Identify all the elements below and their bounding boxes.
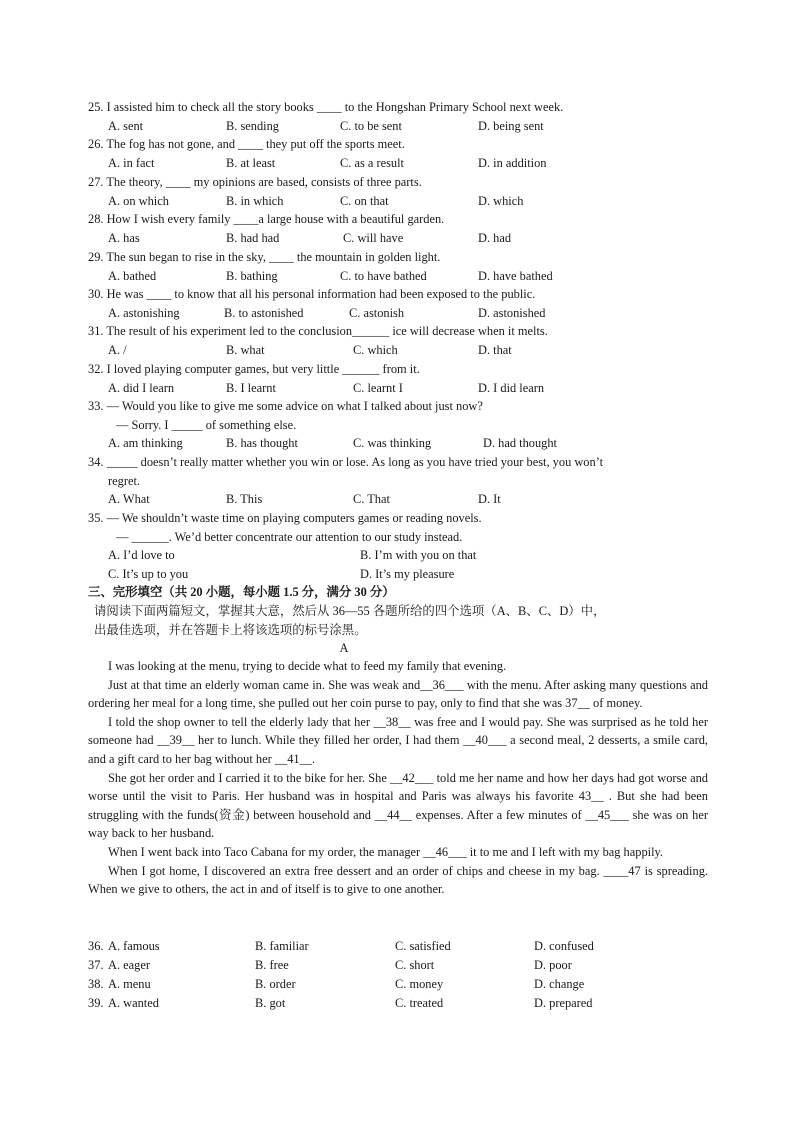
cloze-option: D. confused: [534, 939, 594, 953]
answer-option: C. on that: [340, 194, 389, 208]
passage-paragraph: Just at that time an elderly woman came in. She was weak and__36___ with the menu. After asking many questions and ordering her meal for a long time, she pulled out her coin purse to pay, only to find that she was 37__ of money.: [88, 677, 708, 711]
question-stem: 30. He was ____ to know that all his personal information had been exposed to the public.: [88, 287, 536, 301]
question-stem: 28. How I wish every family ____a large house with a beautiful garden.: [88, 212, 445, 226]
answer-option: B. sending: [226, 119, 280, 133]
answer-option: D. I did learn: [478, 381, 545, 395]
answer-option: A. in fact: [108, 156, 155, 170]
answer-option: C. as a result: [340, 156, 405, 170]
cloze-option: C. short: [395, 958, 435, 972]
answer-option: B. I learnt: [226, 381, 276, 395]
answer-option: D. which: [478, 194, 524, 208]
answer-option: A. I’d love to: [108, 548, 175, 562]
section-heading: 三、完形填空（共 20 小题，每小题 1.5 分，满分 30 分）: [88, 585, 395, 599]
answer-option: C. to be sent: [340, 119, 402, 133]
answer-option: D. had thought: [483, 436, 557, 450]
answer-option: A. What: [108, 492, 150, 506]
cloze-option: D. poor: [534, 958, 572, 972]
question-stem: 34. _____ doesn’t really matter whether you win or lose. As long as you have tried your best, you won’t: [88, 455, 604, 469]
question-stem-cont: regret.: [108, 474, 140, 488]
answer-option: C. was thinking: [353, 436, 432, 450]
cloze-option: D. change: [534, 977, 585, 991]
passage-paragraph: When I went back into Taco Cabana for my order, the manager __46___ it to me and I left with my bag happily.: [108, 844, 664, 859]
passage-paragraph: I told the shop owner to tell the elderly lady that her __38__ was free and I would pay. She was surprised as he told her someone had __39__ her to lunch. While they filled her order, I had them __40___ a second meal, 2 desserts, a smile card, and a gift card to her bag without her __41__.: [88, 714, 708, 766]
answer-option: D. that: [478, 343, 512, 357]
answer-option: B. has thought: [226, 436, 298, 450]
question-stem: 31. The result of his experiment led to the conclusion______ ice will decrease when it melts.: [88, 324, 548, 338]
cloze-number: 38.: [88, 977, 104, 991]
answer-option: D. have bathed: [478, 269, 553, 283]
passage-paragraph: When I got home, I discovered an extra free dessert and an order of chips and cheese in my bag. ____47 is spreading. When we give to others, the act in and of itself is to give to one another.: [88, 863, 708, 897]
question-stem-cont: — Sorry. I _____ of something else.: [116, 418, 297, 432]
answer-option: C. which: [353, 343, 398, 357]
answer-option: A. has: [108, 231, 140, 245]
cloze-number: 39.: [88, 996, 104, 1010]
answer-option: B. had had: [226, 231, 280, 245]
answer-option: D. astonished: [478, 306, 546, 320]
answer-option: B. what: [226, 343, 265, 357]
cloze-option: C. treated: [395, 996, 444, 1010]
cloze-option: B. order: [255, 977, 296, 991]
answer-option: B. I’m with you on that: [360, 548, 477, 562]
answer-option: B. at least: [226, 156, 276, 170]
answer-option: B. This: [226, 492, 263, 506]
answer-option: C. astonish: [349, 306, 405, 320]
answer-option: B. bathing: [226, 269, 278, 283]
instruction-line: 出最佳选项，并在答题卡上将该选项的标号涂黑。: [94, 623, 367, 637]
cloze-option: C. satisfied: [395, 939, 451, 953]
cloze-option: B. got: [255, 996, 286, 1010]
question-stem: 32. I loved playing computer games, but very little ______ from it.: [88, 362, 420, 376]
passage-label: A: [339, 641, 349, 655]
answer-option: C. That: [353, 492, 390, 506]
question-stem: 33. — Would you like to give me some advice on what I talked about just now?: [88, 399, 483, 413]
answer-option: B. to astonished: [224, 306, 304, 320]
answer-option: A. did I learn: [108, 381, 175, 395]
answer-option: D. It’s my pleasure: [360, 567, 455, 581]
answer-option: C. learnt I: [353, 381, 403, 395]
passage-paragraph: She got her order and I carried it to the bike for her. She __42___ told me her name and how her days had got worse and worse until the visit to Paris. Her husband was in hospital and Paris was always his favorite 43__ . But she had been struggling with the funds(资金) between household and __44__ expenses. After a few minutes of __45___ she was on her way back to her husband.: [88, 770, 708, 841]
answer-option: A. bathed: [108, 269, 157, 283]
answer-option: C. to have bathed: [340, 269, 427, 283]
cloze-number: 37.: [88, 958, 104, 972]
question-stem: 27. The theory, ____ my opinions are based, consists of three parts.: [88, 175, 422, 189]
question-stem: 25. I assisted him to check all the story books ____ to the Hongshan Primary School next week.: [88, 100, 564, 114]
cloze-option: A. wanted: [108, 996, 159, 1010]
cloze-option: B. free: [255, 958, 289, 972]
answer-option: C. will have: [343, 231, 404, 245]
answer-option: D. in addition: [478, 156, 547, 170]
cloze-option: C. money: [395, 977, 444, 991]
answer-option: D. had: [478, 231, 512, 245]
answer-option: A. astonishing: [108, 306, 180, 320]
question-stem-cont: — ______. We’d better concentrate our attention to our study instead.: [116, 530, 463, 544]
cloze-option: A. menu: [108, 977, 151, 991]
cloze-number: 36.: [88, 939, 104, 953]
question-stem: 35. — We shouldn’t waste time on playing computers games or reading novels.: [88, 511, 482, 525]
instruction-line: 请阅读下面两篇短文，掌握其大意，然后从 36—55 各题所给的四个选项（A、B、C、D）中，: [94, 604, 606, 618]
cloze-option: A. famous: [108, 939, 160, 953]
passage-paragraph: I was looking at the menu, trying to decide what to feed my family that evening.: [108, 659, 507, 673]
cloze-passage: [88, 657, 708, 899]
answer-option: B. in which: [226, 194, 284, 208]
answer-option: D. It: [478, 492, 501, 506]
answer-option: D. being sent: [478, 119, 544, 133]
answer-option: C. It’s up to you: [108, 567, 189, 581]
cloze-option: A. eager: [108, 958, 150, 972]
cloze-option: D. prepared: [534, 996, 593, 1010]
answer-option: A. /: [108, 343, 127, 357]
answer-option: A. on which: [108, 194, 169, 208]
cloze-option: B. familiar: [255, 939, 309, 953]
question-stem: 26. The fog has not gone, and ____ they put off the sports meet.: [88, 137, 405, 151]
question-stem: 29. The sun began to rise in the sky, ____ the mountain in golden light.: [88, 250, 441, 264]
answer-option: A. am thinking: [108, 436, 183, 450]
answer-option: A. sent: [108, 119, 144, 133]
